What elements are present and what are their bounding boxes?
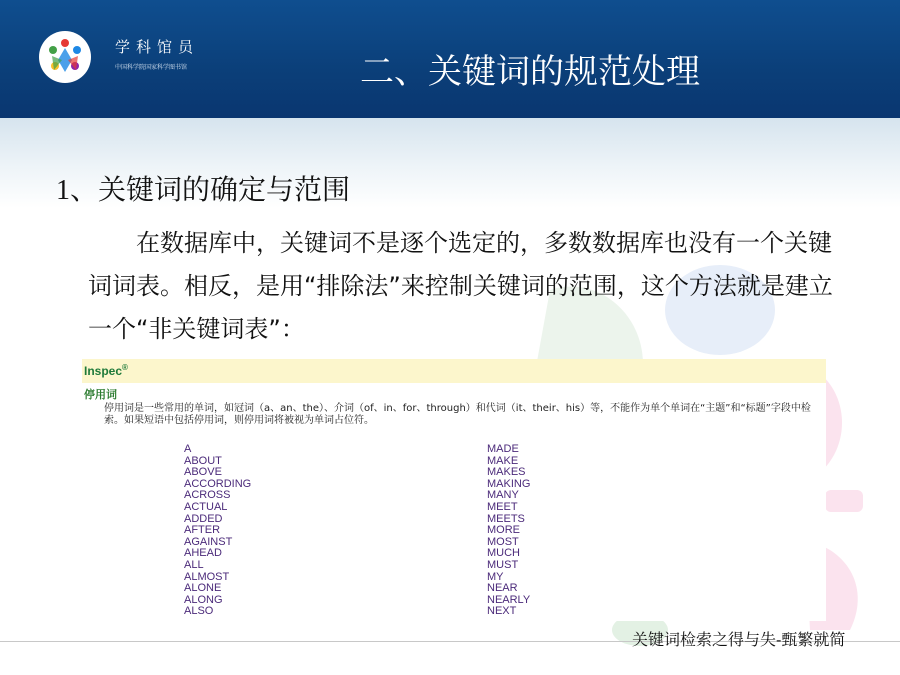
stopword-item: AHEAD xyxy=(184,547,222,560)
stopword-item: MUST xyxy=(487,558,519,571)
stopword-item: ALMOST xyxy=(184,570,230,583)
stopword-item: MOST xyxy=(487,535,519,548)
stopword-item: ACROSS xyxy=(184,489,231,502)
slide-header xyxy=(0,0,900,118)
stopword-item: MAKING xyxy=(487,477,531,490)
library-logo-icon xyxy=(38,30,92,84)
stopwords-right-column xyxy=(487,444,530,618)
stopword-item: MUCH xyxy=(487,547,520,560)
logo-subtitle: 中国科学院国家科学图书馆 xyxy=(115,64,188,71)
stopword-item: NEAR xyxy=(487,582,518,595)
body-paragraph xyxy=(88,222,848,351)
stopword-item: MY xyxy=(487,570,504,583)
stopword-item: ALONE xyxy=(184,582,222,595)
stopword-item: MADE xyxy=(487,443,519,455)
stopword-item: ABOUT xyxy=(184,454,222,467)
stopword-item: ALSO xyxy=(184,605,214,618)
logo-name: 学科馆员 xyxy=(115,38,200,56)
footer-caption: 关键词检索之得与失-甄繁就简 xyxy=(632,630,846,649)
stopwords-description: 停用词是一些常用的单词，如冠词（a、an、the）、介词（of、in、for、through）和代词（it、their、his）等，不能作为单个单词在“主题”和“标题”字段中检索。如果短语中包括停用词，则停用词将被视为单词占位符。 xyxy=(104,403,811,426)
stopword-item: ABOVE xyxy=(184,466,222,479)
body-paragraph-text: 在数据库中，关键词不是逐个选定的，多数数据库也没有一个关键词词表。相反，是用“排除法”来控制关键词的范围，这个方法就是建立一个“非关键词表”： xyxy=(88,229,833,343)
inspec-brand xyxy=(84,363,128,378)
stopword-item: MEET xyxy=(487,500,518,513)
screenshot-header-bar xyxy=(82,359,826,383)
stopword-item: ACTUAL xyxy=(184,500,228,513)
stopword-item: ADDED xyxy=(184,512,223,525)
stopword-item: ALONG xyxy=(184,593,223,606)
stopword-item: ACCORDING xyxy=(184,477,252,490)
section-number: 1 xyxy=(56,175,70,206)
stopwords-title: 停用词 xyxy=(84,388,117,401)
stopword-item: MEETS xyxy=(487,512,525,525)
stopword-item: MAKE xyxy=(487,454,519,467)
section-heading-text: 、关键词的确定与范围 xyxy=(70,173,351,206)
stopwords-left-column xyxy=(184,444,251,618)
stopword-item: MANY xyxy=(487,489,519,502)
stopword-item: MORE xyxy=(487,524,520,537)
embedded-screenshot xyxy=(82,359,826,621)
inspec-brand-text: Inspec xyxy=(84,364,123,378)
stopword-item: AFTER xyxy=(184,524,221,537)
section-heading xyxy=(56,168,350,208)
slide-title: 二、关键词的规范处理 xyxy=(360,52,700,92)
stopword-item: A xyxy=(184,443,192,455)
stopword-item: ALL xyxy=(184,558,204,571)
stopword-item: NEXT xyxy=(487,605,517,618)
registered-mark: ® xyxy=(122,363,128,372)
stopword-item: MAKES xyxy=(487,466,526,479)
stopword-item: AGAINST xyxy=(184,535,233,548)
stopword-item: NEARLY xyxy=(487,593,531,606)
